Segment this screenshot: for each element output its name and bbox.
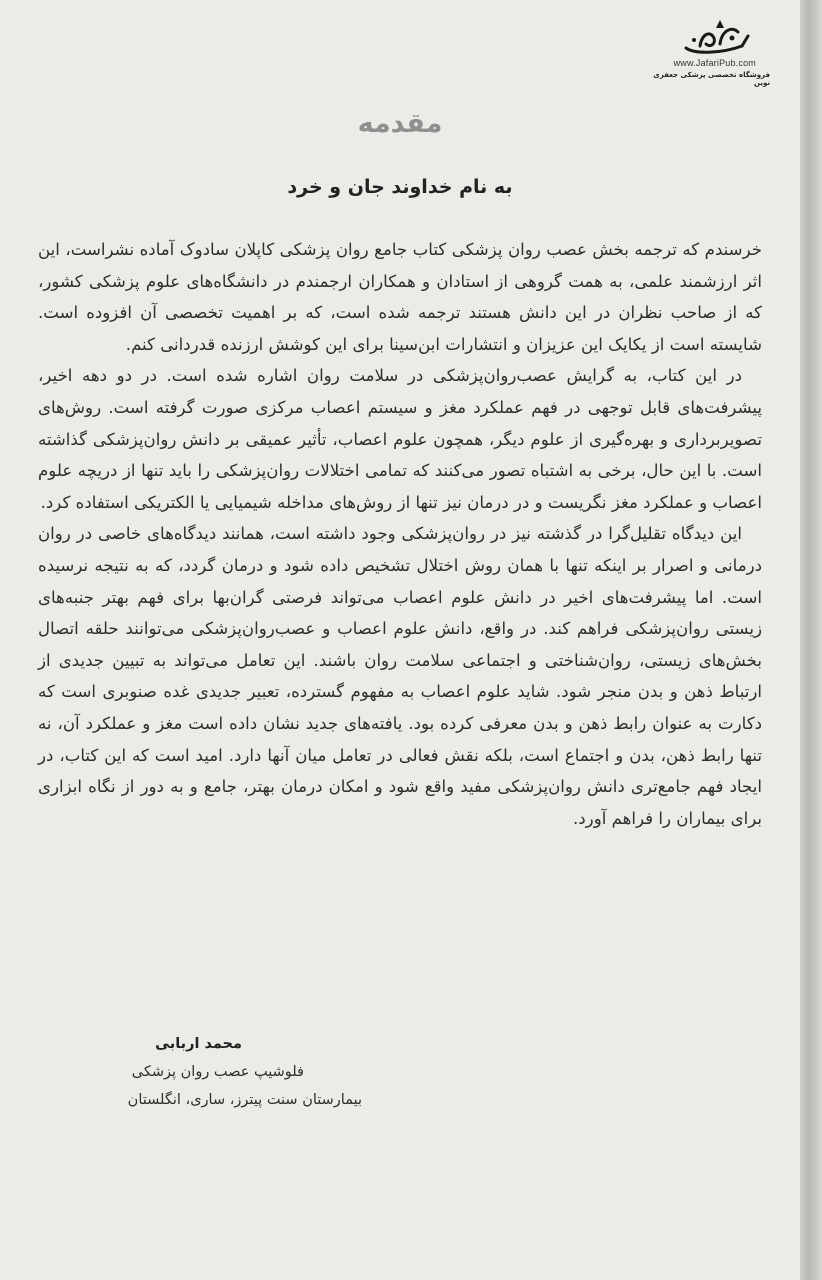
page-heading: مقدمه — [357, 108, 443, 139]
page-subheading: به نام خداوند جان و خرد — [287, 176, 513, 198]
publisher-logo — [640, 18, 770, 87]
paragraph-3: این دیدگاه تقلیل‌گرا در گذشته نیز در روان‌پزشکی وجود داشته است، همانند دیدگاه‌های خاصی در روان درمانی و اصرار بر اینکه تنها با همان روش اختلال تشخیص داده شود و درمان گردد، که به نتیجه نرسیده است. اما پیشرفت‌های اخیر در دانش علوم اعصاب می‌تواند فرصتی گران‌بها برای فهم بهتر جنبه‌های زیستی روان‌پزشکی فراهم کند. در واقع، دانش علوم اعصاب و عصب‌روان‌پزشکی می‌توانند حلقه اتصال بخش‌های زیستی، روان‌شناختی و اجتماعی سلامت روان باشند. این تعامل می‌تواند به تبیین جدیدی از ارتباط ذهن و بدن منجر شود. شاید علوم اعصاب به مفهوم گسترده، تعبیر جدیدی غده صنوبری است که دکارت به عنوان رابط ذهن و بدن معرفی کرده بود. یافته‌های جدید نشان داده است مغز و عملکرد آن، نه تنها رابط ذهن، بدن و اجتماع است، بلکه نقش فعالی در تعامل میان آنها دارد. امید است که این کتاب، در ایجاد فهم جامع‌تری دانش روان‌پزشکی مفید واقع شود و امکان درمان بهتر، جامع و به دور از نگاه ابزاری برای بیماران را فراهم آورد. — [38, 524, 762, 828]
paragraph-2: در این کتاب، به گرایش عصب‌روان‌پزشکی در سلامت روان اشاره شده است. در دو دهه اخیر، پیشرفت‌های قابل توجهی در فهم عملکرد مغز و سیستم اعصاب مرکزی صورت گرفته است. روش‌های تصویربرداری و بهره‌گیری از علوم دیگر، همچون علوم اعصاب، تأثیر عمیقی بر دانش روان‌پزشکی گذاشته است. با این حال، برخی به اشتباه تصور می‌کنند که تمامی اختلالات روان‌پزشکی را باید تنها از دریچه علوم اعصاب و عملکرد مغز نگریست و در درمان نیز تنها از روش‌های مداخله شیمیایی یا الکتریکی استفاده کرد. — [38, 366, 762, 512]
jafari-pub-calligraphy-logo-icon — [680, 18, 752, 58]
signature-name: محمد اربابی — [155, 1036, 242, 1052]
publisher-tagline: فروشگاه تخصصی پزشکی جعفری نوین — [653, 71, 770, 87]
signature-affiliation: بیمارستان سنت پیترز، ساری، انگلستان — [127, 1092, 362, 1108]
paragraph-1: خرسندم که ترجمه بخش عصب روان پزشکی کتاب جامع روان پزشکی کاپلان سادوک آماده نشراست، این اثر ارزشمند علمی، به همت گروهی از استادان و همکاران ارجمندم در دانشگاه‌های علوم پزشکی کشور، که از صاحب نظران در این دانش هستند ترجمه شده است، که بر اهمیت تخصصی آن افزوده است. شایسته است از یکایک این عزیزان و انتشارات ابن‌سینا برای این کوشش ارزنده قدردانی کنم. — [38, 240, 762, 354]
publisher-url: www.JafariPub.com — [673, 58, 756, 68]
signature-block — [62, 1030, 362, 1114]
page-edge-shadow — [800, 0, 822, 1280]
introduction-body — [38, 234, 762, 834]
signature-role: فلوشیپ عصب روان پزشکی — [131, 1064, 304, 1080]
